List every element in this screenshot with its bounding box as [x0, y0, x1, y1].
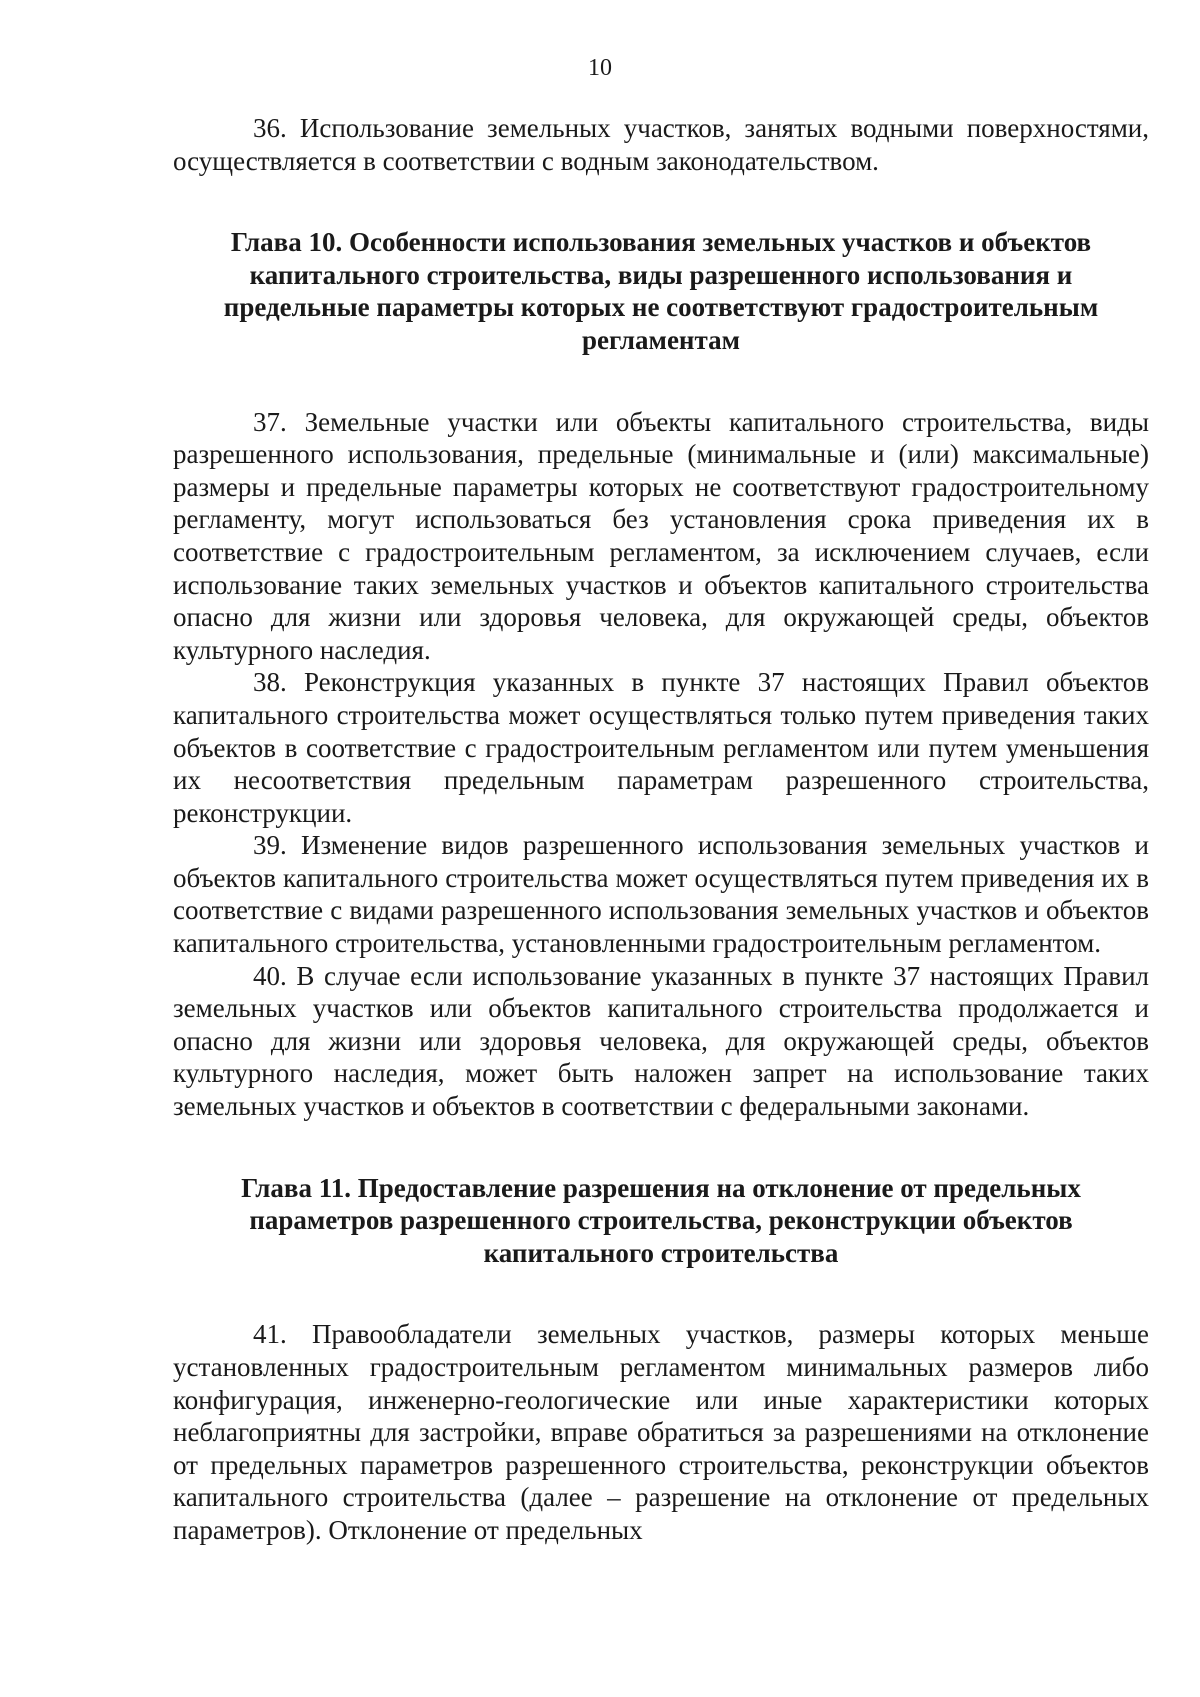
paragraph-38: 38. Реконструкция указанных в пункте 37 настоящих Правил объектов капитального строительства может осуществляться только путем приведения таких объектов в соответствие с градостроительным регламентом или путем уменьшения их несоответствия предельным параметрам разрешенного строительства, реконструкции. [173, 667, 1149, 828]
paragraph-39: 39. Изменение видов разрешенного использования земельных участков и объектов капитального строительства может осуществляться путем приведения их в соответствие с видами разрешенного использования земельных участков и объектов капитального строительства, установленными градостроительным регламентом. [173, 830, 1149, 959]
chapter-11-heading: Глава 11. Предоставление разрешения на отклонение от предельных параметров разрешенного строительства, реконструкции объектов капитального строительства [241, 1172, 1081, 1268]
paragraph-36: 36. Использование земельных участков, занятых водными поверхностями, осуществляется в соответствии с водным законодательством. [173, 113, 1149, 176]
paragraph-41: 41. Правообладатели земельных участков, размеры которых меньше установленных градостроительным регламентом минимальных размеров либо конфигурация, инженерно-геологические или иные характеристики которых неблагоприятны для застройки, вправе обратиться за разрешениями на отклонение от предельных параметров разрешенного строительства, реконструкции объектов капитального строительства (далее – разрешение на отклонение от предельных параметров). Отклонение от предельных [173, 1319, 1149, 1545]
paragraph-40: 40. В случае если использование указанных в пункте 37 настоящих Правил земельных участков или объектов капитального строительства продолжается и опасно для жизни или здоровья человека, для окружающей среды, объектов культурного наследия, может быть наложен запрет на использование таких земельных участков и объектов в соответствии с федеральными законами. [173, 960, 1149, 1122]
paragraph-37: 37. Земельные участки или объекты капитального строительства, виды разрешенного использования, предельные (минимальные и (или) максимальные) размеры и предельные параметры которых не соответствуют градостроительному регламенту, могут использоваться без установления срока приведения их в соответствие с градостроительным регламентом, за исключением случаев, если использование таких земельных участков и объектов капитального строительства опасно для жизни или здоровья человека, для окружающей среды, объектов культурного наследия. [173, 406, 1149, 665]
document-body [173, 112, 1149, 1547]
chapter-10-heading: Глава 10. Особенности использования земельных участков и объектов капитального строительства, виды разрешенного использования и предельные параметры которых не соответствуют градостроительным регламентам [223, 227, 1099, 355]
page-number: 10 [588, 55, 612, 81]
